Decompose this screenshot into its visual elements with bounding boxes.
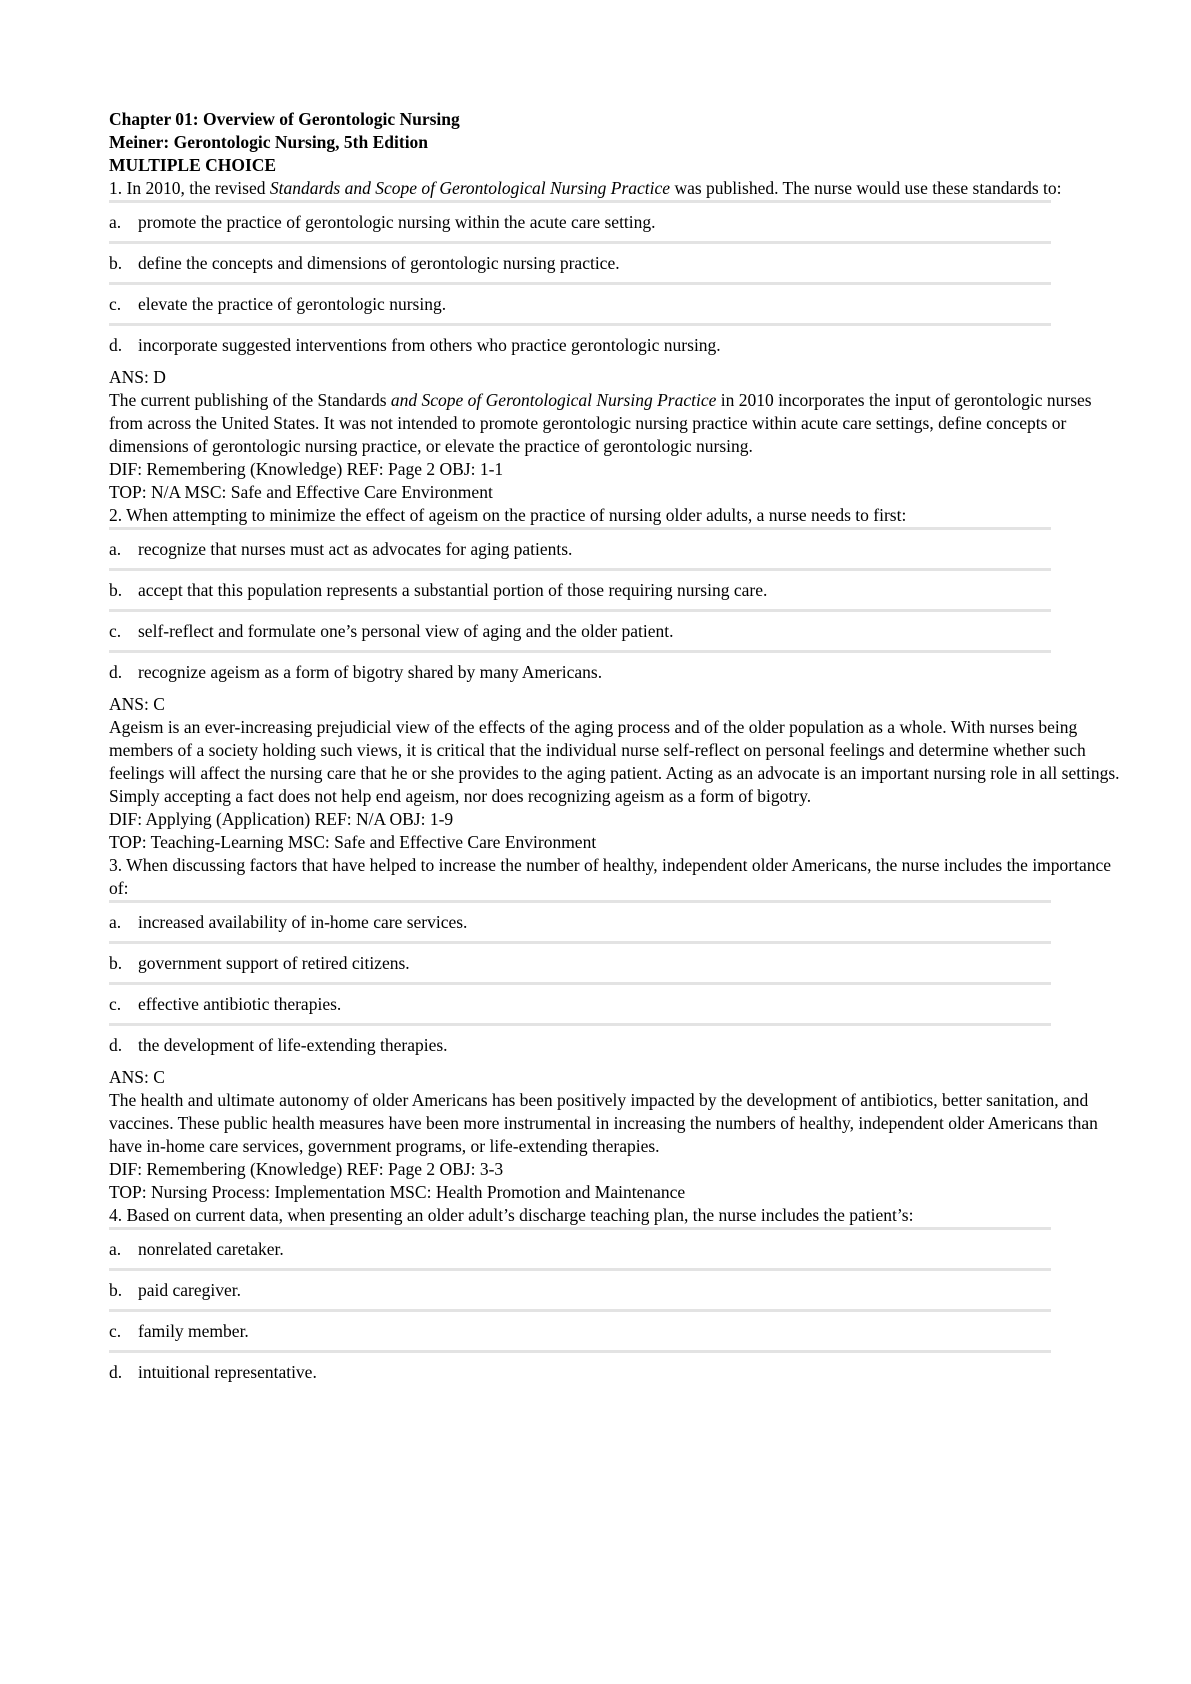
option-letter: a. [109, 212, 122, 232]
question-block [109, 854, 1129, 1204]
option-text: effective antibiotic therapies. [138, 994, 342, 1014]
option-list [109, 900, 1051, 1064]
option-letter: b. [109, 253, 123, 273]
option-letter: a. [109, 1239, 122, 1259]
option-text: recognize ageism as a form of bigotry shared by many Americans. [138, 662, 603, 682]
option-row [109, 323, 1051, 364]
topic-category: TOP: Teaching-Learning MSC: Safe and Effective Care Environment [109, 832, 597, 852]
option-text: government support of retired citizens. [138, 953, 410, 973]
rationale-text: The health and ultimate autonomy of older Americans has been positively impacted by the development of antibiotics, better sanitation, and vaccines. These public health measures have been more instrumental in increasing the numbers of healthy, independent older Americans than have in-home care services, government programs, or life-extending therapies. [109, 1090, 1098, 1156]
option-row [109, 527, 1051, 568]
difficulty-reference: DIF: Remembering (Knowledge) REF: Page 2 OBJ: 3-3 [109, 1159, 504, 1179]
question-stem-text: 1. In 2010, the revised [109, 178, 270, 198]
option-text: the development of life-extending therapies. [138, 1035, 448, 1055]
question-stem-text: 4. Based on current data, when presenting an older adult’s discharge teaching plan, the nurse includes the patient’s: [109, 1205, 914, 1225]
section-title: MULTIPLE CHOICE [109, 155, 277, 175]
question-stem-text: 2. When attempting to minimize the effect of ageism on the practice of nursing older adults, a nurse needs to first: [109, 505, 907, 525]
option-row [109, 200, 1051, 241]
option-text: elevate the practice of gerontologic nursing. [138, 294, 447, 314]
chapter-title: Chapter 01: Overview of Gerontologic Nursing [109, 109, 460, 129]
question-stem [109, 504, 1129, 527]
rationale-text: The current publishing of the Standards [109, 390, 391, 410]
option-list [109, 1227, 1051, 1391]
option-text: define the concepts and dimensions of gerontologic nursing practice. [138, 253, 620, 273]
answer-key: ANS: C [109, 694, 165, 714]
option-text: paid caregiver. [138, 1280, 242, 1300]
option-text: nonrelated caretaker. [138, 1239, 284, 1259]
option-letter: c. [109, 294, 122, 314]
question-stem [109, 854, 1129, 900]
option-text: self-reflect and formulate one’s personal view of aging and the older patient. [138, 621, 674, 641]
question-block [109, 504, 1129, 854]
option-list [109, 200, 1051, 364]
difficulty-reference: DIF: Remembering (Knowledge) REF: Page 2 OBJ: 1-1 [109, 459, 504, 479]
option-row [109, 941, 1051, 982]
document-page [109, 108, 1129, 1393]
option-row [109, 282, 1051, 323]
option-letter: b. [109, 953, 123, 973]
option-row [109, 1350, 1051, 1391]
option-row [109, 568, 1051, 609]
question-stem-text: was published. The nurse would use these standards to: [670, 178, 1062, 198]
option-row [109, 900, 1051, 941]
option-row [109, 1268, 1051, 1309]
option-row [109, 1309, 1051, 1350]
option-text: incorporate suggested interventions from others who practice gerontologic nursing. [138, 335, 721, 355]
question-list [109, 177, 1129, 1391]
book-title: Meiner: Gerontologic Nursing, 5th Edition [109, 132, 429, 152]
rationale [109, 716, 1129, 808]
option-text: accept that this population represents a substantial portion of those requiring nursing care. [138, 580, 768, 600]
question-stem-italic: Standards and Scope of Gerontological Nursing Practice [269, 178, 671, 198]
answer-key: ANS: C [109, 1067, 165, 1087]
difficulty-reference: DIF: Applying (Application) REF: N/A OBJ: 1-9 [109, 809, 454, 829]
option-letter: d. [109, 335, 123, 355]
option-letter: d. [109, 1362, 123, 1382]
option-list [109, 527, 1051, 691]
rationale [109, 1089, 1129, 1158]
option-row [109, 241, 1051, 282]
option-text: promote the practice of gerontologic nursing within the acute care setting. [138, 212, 656, 232]
rationale-text: in 2010 incorporates the input of gerontologic nurses from across the United States. It was not intended to promote gerontologic nursing practice within acute care settings, define concepts or dimensions of gerontologic nursing practice, or elevate the practice of gerontologic nursing. [109, 390, 1092, 456]
option-letter: c. [109, 994, 122, 1014]
option-letter: d. [109, 662, 123, 682]
topic-category: TOP: N/A MSC: Safe and Effective Care Environment [109, 482, 493, 502]
option-text: recognize that nurses must act as advocates for aging patients. [138, 539, 573, 559]
option-letter: b. [109, 1280, 123, 1300]
answer-key: ANS: D [109, 367, 166, 387]
rationale-italic: and Scope of Gerontological Nursing Practice [390, 390, 717, 410]
option-letter: a. [109, 912, 122, 932]
option-row [109, 650, 1051, 691]
option-text: intuitional representative. [138, 1362, 317, 1382]
option-row [109, 609, 1051, 650]
topic-category: TOP: Nursing Process: Implementation MSC: Health Promotion and Maintenance [109, 1182, 686, 1202]
rationale-text: Ageism is an ever-increasing prejudicial view of the effects of the aging process and of the older population as a whole. With nurses being members of a society holding such views, it is critical that the individual nurse self-reflect on personal feelings and determine whether such feelings will affect the nursing care that he or she provides to the aging patient. Acting as an advocate is an important nursing role in all settings. Simply accepting a fact does not help end ageism, nor does recognizing ageism as a form of bigotry. [109, 717, 1120, 806]
option-letter: c. [109, 1321, 122, 1341]
option-letter: a. [109, 539, 122, 559]
option-row [109, 1023, 1051, 1064]
question-stem-text: 3. When discussing factors that have helped to increase the number of healthy, independent older Americans, the nurse includes the importance of: [109, 855, 1112, 898]
question-block [109, 177, 1129, 504]
option-row [109, 982, 1051, 1023]
option-letter: c. [109, 621, 122, 641]
question-stem [109, 177, 1129, 200]
rationale [109, 389, 1129, 458]
question-stem [109, 1204, 1129, 1227]
option-letter: b. [109, 580, 123, 600]
question-block [109, 1204, 1129, 1391]
option-letter: d. [109, 1035, 123, 1055]
option-text: family member. [138, 1321, 249, 1341]
option-text: increased availability of in-home care services. [138, 912, 468, 932]
option-row [109, 1227, 1051, 1268]
